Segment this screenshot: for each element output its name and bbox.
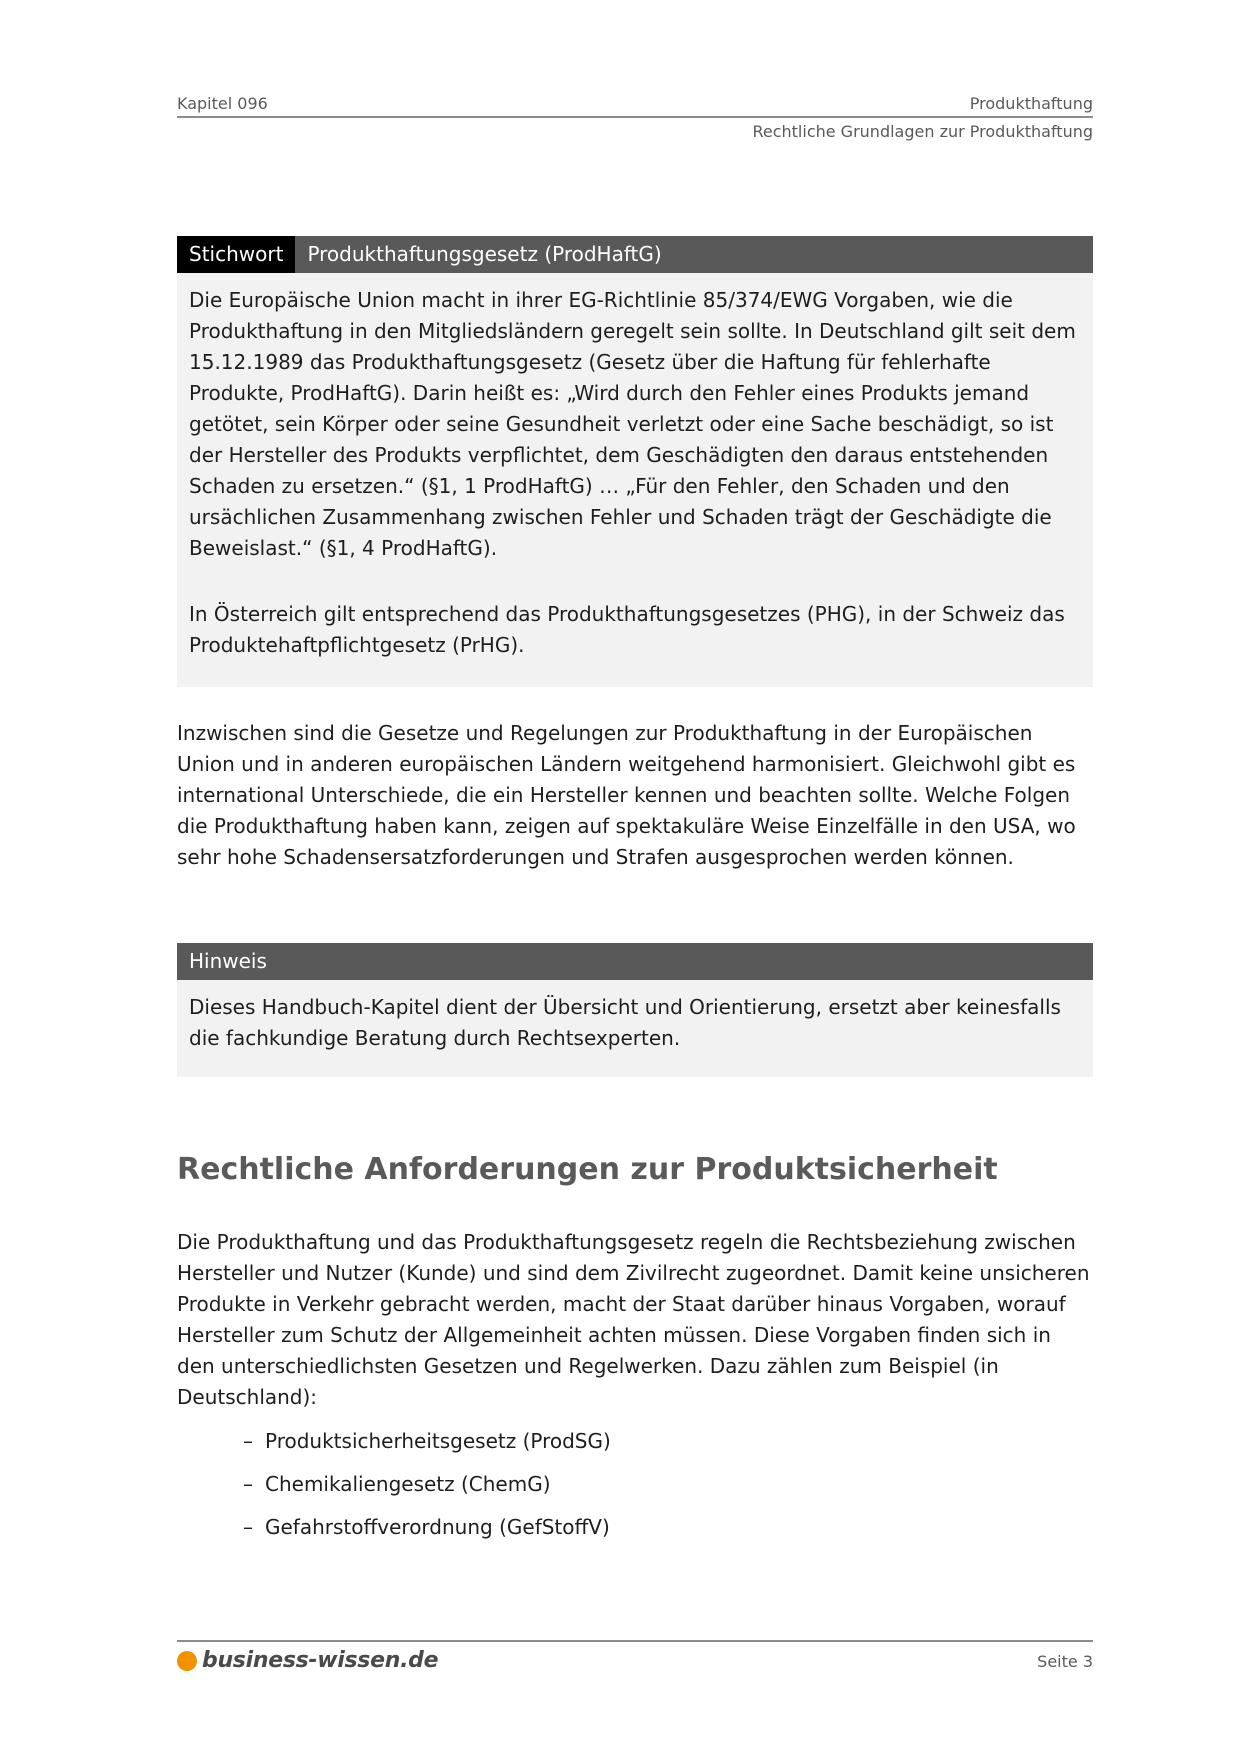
section-paragraph: Die Produkthaftung und das Produkthaftungsgesetz regeln die Rechtsbeziehung zwischen Hersteller und Nutzer (Kunde) und sind dem Zivilrecht zugeordnet. Damit keine unsicheren Produkte in Verkehr gebracht werden, macht der Staat darüber hinaus Vorgaben, worauf Hersteller zum Schutz der Allgemeinheit achten müssen. Diese Vorgaben finden sich in den unterschiedlichsten Gesetzen und Regelwerken. Dazu zählen zum Beispiel (in Deutschland): <box>177 1230 1090 1409</box>
logo-text: business-wissen.de <box>202 1648 439 1673</box>
list-bullet: – <box>243 1472 253 1496</box>
keyword-paragraph: Die Europäische Union macht in ihrer EG-Richtlinie 85/374/EWG Vorgaben, wie die Produkthaftung in den Mitgliedsländern geregelt sein sollte. In Deutschland gilt seit dem 15.12.1989 das Produkthaftungsgesetz (Gesetz über die Haftung für fehlerhafte Produkte, ProdHaftG). Darin heißt es: „Wird durch den Fehler eines Produkts jemand getötet, sein Körper oder seine Gesundheit verletzt oder eine Sache beschädigt, so ist der Hersteller des Produkts verpflichtet, dem Geschädigten den daraus entstehenden Schaden zu ersetzen.“ (§1, 1 ProdHaftG) … „Für den Fehler, den Schaden und den ursächlichen Zusammenhang zwischen Fehler und Schaden trägt der Geschädigte die Beweislast.“ (§1, 4 ProdHaftG). <box>189 288 1076 560</box>
header-divider <box>177 116 1093 118</box>
list-item <box>243 1426 611 1469</box>
keyword-paragraph: In Österreich gilt entsprechend das Produkthaftungsgesetzes (PHG), in der Schweiz das Produktehaftpflichtgesetz (PrHG). <box>189 602 1065 657</box>
section-heading: Rechtliche Anforderungen zur Produktsicherheit <box>177 1152 998 1187</box>
page-number: Seite 3 <box>1037 1652 1093 1671</box>
keyword-tag: Stichwort <box>177 236 295 273</box>
document-subtitle: Rechtliche Grundlagen zur Produkthaftung <box>752 122 1093 141</box>
note-box-header <box>177 943 1093 980</box>
footer-divider <box>177 1640 1093 1642</box>
brand-logo <box>177 1648 438 1673</box>
list-item <box>243 1469 611 1512</box>
keyword-box-header <box>177 236 1093 273</box>
logo-dot-icon <box>177 1651 197 1671</box>
note-text: Dieses Handbuch-Kapitel dient der Übersicht und Orientierung, ersetzt aber keinesfalls die fachkundige Beratung durch Rechtsexperten. <box>189 995 1061 1050</box>
document-title: Produkthaftung <box>969 94 1093 113</box>
note-box-body <box>177 980 1093 1077</box>
list-item <box>243 1512 611 1555</box>
intro-paragraph: Inzwischen sind die Gesetze und Regelungen zur Produkthaftung in der Europäischen Union und in anderen europäischen Ländern weitgehend harmonisiert. Gleichwohl gibt es international Unterschiede, die ein Hersteller kennen und beachten sollte. Welche Folgen die Produkthaftung haben kann, zeigen auf spektakuläre Weise Einzelfälle in den USA, wo sehr hohe Schadensersatzforderungen und Strafen ausgesprochen werden können. <box>177 721 1076 869</box>
note-title: Hinweis <box>189 949 267 973</box>
list-bullet: – <box>243 1429 253 1453</box>
chapter-label: Kapitel 096 <box>177 94 268 113</box>
document-page <box>177 0 1093 1754</box>
keyword-box-body <box>177 273 1093 687</box>
list-item-label: Chemikaliengesetz (ChemG) <box>265 1472 551 1496</box>
law-list <box>243 1426 611 1555</box>
list-item-label: Gefahrstoffverordnung (GefStoffV) <box>265 1515 610 1539</box>
keyword-title: Produkthaftungsgesetz (ProdHaftG) <box>307 242 662 266</box>
note-box <box>177 943 1093 1077</box>
list-bullet: – <box>243 1515 253 1539</box>
list-item-label: Produktsicherheitsgesetz (ProdSG) <box>265 1429 611 1453</box>
keyword-box <box>177 236 1093 687</box>
